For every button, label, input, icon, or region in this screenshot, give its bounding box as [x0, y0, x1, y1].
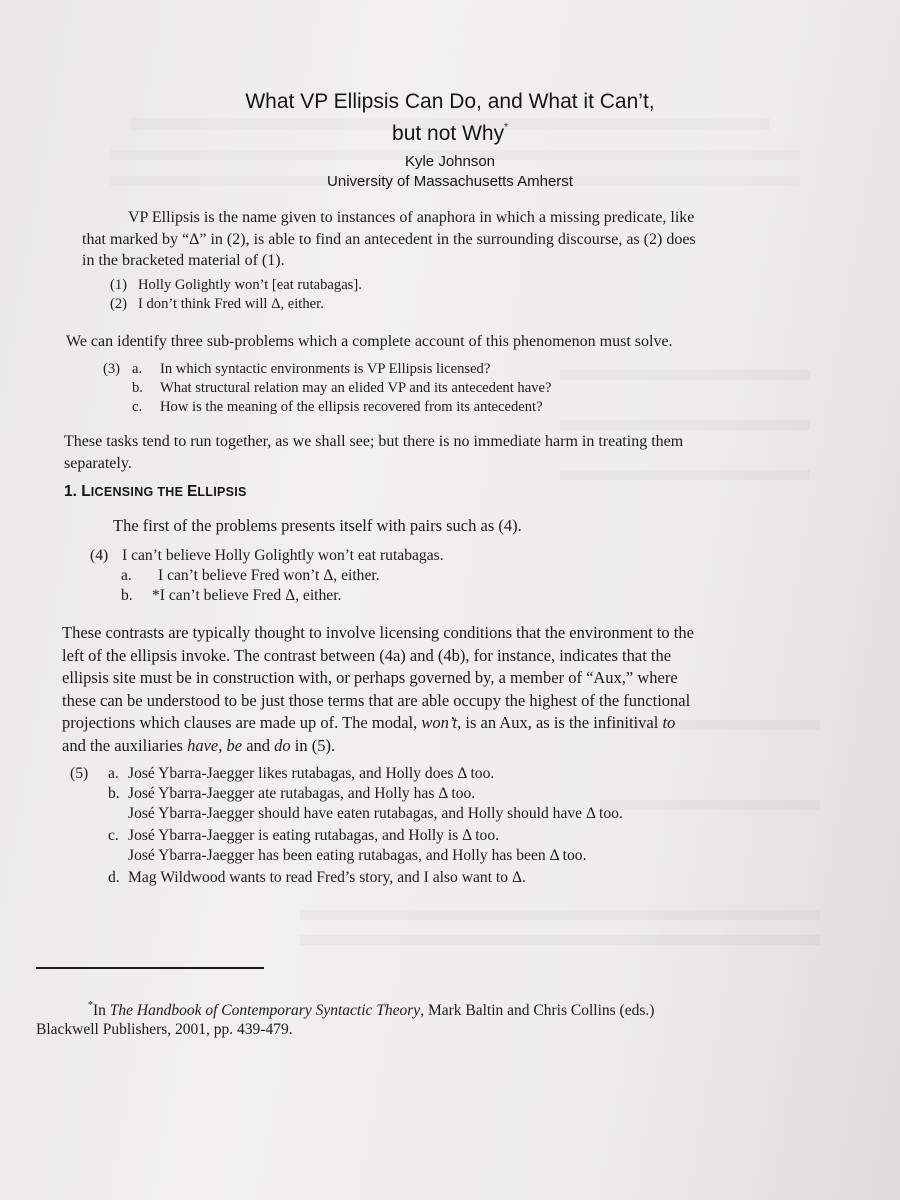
example-5a-text: José Ybarra-Jaegger likes rutabagas, and Holly does Δ too.: [128, 765, 495, 782]
s1-p2-to: to: [662, 713, 676, 732]
example-1-number: (1): [110, 277, 128, 293]
example-5c-text: José Ybarra-Jaegger is eating rutabagas, and Holly is Δ too.: [128, 827, 500, 844]
s1-p2-line-6-a: and the auxiliaries: [62, 735, 188, 755]
example-5a-label: a.: [108, 765, 119, 782]
example-4b-text: *I can’t believe Fred Δ, either.: [152, 587, 342, 604]
paper-title-line-1: What VP Ellipsis Can Do, and What it Can’t,: [245, 90, 655, 113]
example-3b-text: What structural relation may an elided VP and its antecedent have?: [160, 380, 552, 396]
s1-p2-line-5-a: projections which clauses are made up of. The modal,: [62, 713, 422, 732]
intro-p1-line-1: VP Ellipsis is the name given to instances of anaphora in which a missing predicate, like: [128, 209, 695, 226]
s1-p2-line-4: these can be understood to be just those terms that are able occupy the highest of the functional: [62, 690, 691, 710]
footnote-marker: *: [88, 1000, 93, 1011]
footnote-separator-rule: [36, 967, 264, 969]
s1-p2-line-1: These contrasts are typically thought to involve licensing conditions that the environment to the: [62, 623, 694, 642]
example-2-number: (2): [110, 296, 128, 312]
s1-p2-line-6: [62, 735, 335, 758]
paper-title-line-2-text: but not Why: [392, 122, 505, 145]
example-4b-label: b.: [121, 587, 133, 604]
intro-p3-line-1: These tasks tend to run together, as we shall see; but there is no immediate harm in treating them: [64, 433, 684, 450]
example-5c-text-2: José Ybarra-Jaegger has been eating rutabagas, and Holly has been Δ too.: [128, 847, 587, 864]
section-1-number: 1.: [64, 483, 77, 500]
example-3a-text: In which syntactic environments is VP Ellipsis licensed?: [160, 361, 491, 377]
example-4-text: I can’t believe Holly Golightly won’t eat rutabagas.: [122, 547, 444, 564]
example-1-text: Holly Golightly won’t [eat rutabagas].: [138, 277, 362, 293]
author-affiliation: University of Massachusetts Amherst: [327, 173, 573, 190]
section-1-rest-l: ICENSING THE: [90, 485, 187, 499]
example-3c-label: c.: [132, 399, 143, 415]
example-4a-label: a.: [121, 567, 132, 584]
title-footnote-marker: *: [504, 122, 508, 133]
s1-p2-line-3: ellipsis site must be in construction with, or perhaps governed by, a member of “Aux,” where: [62, 668, 678, 687]
footnote-line-2: Blackwell Publishers, 2001, pp. 439-479.: [36, 1021, 293, 1038]
footnote-book-title: The Handbook of Contemporary Syntactic Theory: [109, 1002, 421, 1020]
example-4a-text: I can’t believe Fred won’t Δ, either.: [158, 567, 380, 584]
example-5b-text: José Ybarra-Jaegger ate rutabagas, and Holly has Δ too.: [128, 785, 476, 802]
s1-p2-do: do: [274, 735, 291, 755]
s1-p2-wont: won’t: [421, 713, 458, 732]
footnote-pre: In: [93, 1002, 110, 1020]
example-4-number: (4): [90, 547, 109, 564]
example-5-number: (5): [70, 765, 89, 782]
intro-p1-line-3: in the bracketed material of (1).: [82, 252, 285, 269]
example-3c-text: How is the meaning of the ellipsis recovered from its antecedent?: [160, 399, 543, 415]
example-5c-label: c.: [108, 827, 119, 844]
s1-p2-line-5: [62, 712, 675, 735]
section-1-cap-e: E: [187, 483, 198, 500]
example-3a-label: a.: [132, 361, 143, 377]
footnote-post: , Mark Baltin and Chris Collins (eds.): [420, 1002, 655, 1020]
example-5d-text: Mag Wildwood wants to read Fred’s story, and I also want to Δ.: [128, 869, 526, 886]
s1-p2-have-be: have, be: [187, 735, 243, 755]
example-2-text: I don’t think Fred will Δ, either.: [138, 296, 324, 312]
example-3-number: (3): [103, 361, 121, 377]
s1-p1: The first of the problems presents itself with pairs such as (4).: [113, 516, 522, 535]
paper-title-line-2: [130, 116, 770, 148]
section-1-cap-l: L: [81, 483, 91, 500]
intro-p3-line-2: separately.: [64, 454, 132, 472]
s1-p2-line-2: left of the ellipsis invoke. The contrast between (4a) and (4b), for instance, indicates that the: [62, 645, 672, 665]
s1-p2-line-6-c: in (5).: [290, 735, 336, 755]
intro-p1-line-2: that marked by “Δ” in (2), is able to find an antecedent in the surrounding discourse, as (2) does: [82, 230, 696, 248]
section-1-rest-e: LLIPSIS: [197, 485, 247, 499]
s1-p2-line-6-b: and: [242, 735, 275, 755]
example-5b-label: b.: [108, 785, 120, 802]
s1-p2-line-5-b: , is an Aux, as is the infinitival: [457, 713, 663, 732]
intro-p2: We can identify three sub-problems which a complete account of this phenomenon must solve.: [66, 333, 673, 350]
example-3b-label: b.: [132, 380, 143, 396]
author-name: Kyle Johnson: [404, 153, 496, 170]
example-5d-label: d.: [108, 869, 120, 886]
section-1-heading: [64, 483, 247, 501]
example-5b-text-2: José Ybarra-Jaegger should have eaten rutabagas, and Holly should have Δ too.: [128, 805, 623, 822]
